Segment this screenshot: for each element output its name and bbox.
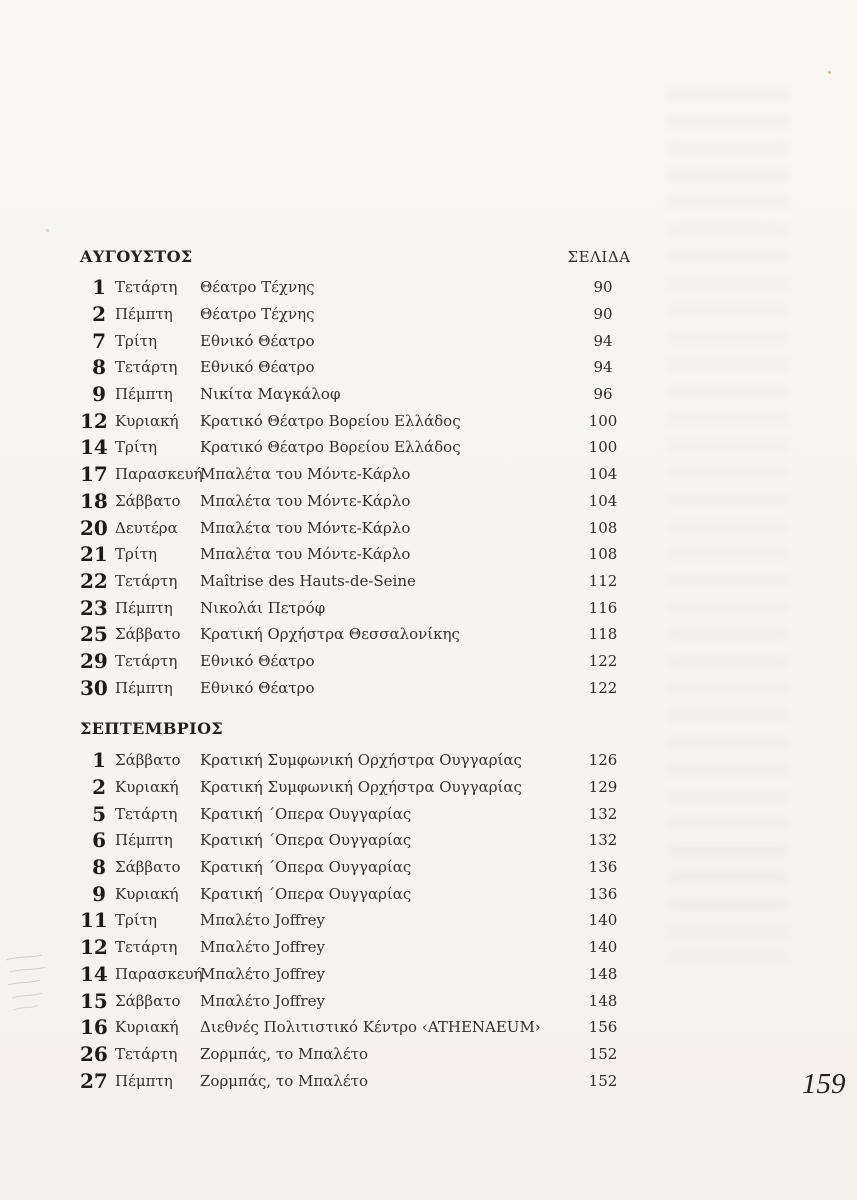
page-number: 112	[588, 571, 618, 590]
table-row	[80, 488, 631, 515]
table-row	[80, 907, 631, 934]
day-name: Πέμπτη	[115, 1071, 173, 1090]
folio-page-number: 159	[802, 1068, 846, 1100]
date-number: 23	[80, 595, 108, 620]
event-name: Κρατική Ορχήστρα Θεσσαλονίκης	[200, 625, 460, 644]
day-name: Τετάρτη	[115, 1044, 178, 1063]
date-number: 12	[80, 408, 108, 433]
event-name: Νικίτα Μαγκάλοφ	[200, 385, 341, 404]
event-name: Κρατική ΄Οπερα Ουγγαρίας	[200, 858, 412, 877]
date-number: 14	[80, 961, 108, 986]
table-row	[80, 827, 631, 854]
date-number: 8	[92, 355, 106, 380]
page-column-header: ΣΕΛΙΔΑ	[567, 248, 631, 266]
table-row	[80, 880, 631, 907]
event-name: Κρατική Συμφωνική Ορχήστρα Ουγγαρίας	[200, 751, 522, 770]
day-name: Τετάρτη	[115, 651, 178, 670]
event-name: Εθνικό Θέατρο	[200, 678, 315, 697]
date-number: 25	[80, 622, 108, 647]
section-header-september	[80, 719, 631, 738]
day-name: Πέμπτη	[115, 385, 173, 404]
date-number: 14	[80, 435, 108, 460]
date-number: 26	[80, 1041, 108, 1066]
table-row	[80, 514, 631, 541]
dust-speck	[828, 71, 831, 74]
day-name: Τετάρτη	[115, 358, 178, 377]
page-number: 129	[588, 778, 618, 797]
day-name: Παρασκευή	[115, 465, 203, 484]
day-name: Παρασκευή	[115, 964, 203, 983]
page-number: 152	[588, 1071, 618, 1090]
table-row	[80, 648, 631, 675]
event-name: Μπαλέτα του Μόντε-Κάρλο	[200, 465, 411, 484]
event-name: Νικολάι Πετρόφ	[200, 598, 326, 617]
date-number: 22	[80, 568, 108, 593]
table-row	[80, 568, 631, 595]
date-number: 8	[92, 855, 106, 880]
event-name: Μπαλέτα του Μόντε-Κάρλο	[200, 518, 411, 537]
bleed-through-ghosting	[668, 90, 788, 960]
day-name: Πέμπτη	[115, 678, 173, 697]
event-name: Διεθνές Πολιτιστικό Κέντρο ‹ATHENAEUM›	[200, 1018, 541, 1037]
table-row	[80, 854, 631, 881]
page-number: 90	[593, 305, 613, 324]
page-number: 116	[588, 598, 618, 617]
day-name: Τρίτη	[115, 911, 157, 930]
day-name: Κυριακή	[115, 1018, 179, 1037]
event-name: Μπαλέτο Joffrey	[200, 964, 325, 983]
page-number: 108	[588, 545, 618, 564]
date-number: 5	[92, 801, 106, 826]
month-title: ΣΕΠΤΕΜΒΡΙΟΣ	[80, 719, 224, 738]
day-name: Τρίτη	[115, 545, 157, 564]
day-name: Τρίτη	[115, 331, 157, 350]
day-name: Κυριακή	[115, 411, 179, 430]
dust-speck	[46, 229, 49, 232]
table-row	[80, 747, 631, 774]
event-name: Θέατρο Τέχνης	[200, 278, 315, 297]
day-name: Τετάρτη	[115, 571, 178, 590]
event-name: Κρατική Συμφωνική Ορχήστρα Ουγγαρίας	[200, 778, 522, 797]
event-name: Κρατική ΄Οπερα Ουγγαρίας	[200, 804, 412, 823]
table-row	[80, 461, 631, 488]
day-name: Κυριακή	[115, 778, 179, 797]
page-number: 136	[588, 858, 618, 877]
page-number: 90	[593, 278, 613, 297]
date-number: 29	[80, 648, 108, 673]
page-number: 100	[588, 411, 618, 430]
event-name: Κρατικό Θέατρο Βορείου Ελλάδος	[200, 438, 461, 457]
event-name: Κρατική ΄Οπερα Ουγγαρίας	[200, 884, 412, 903]
day-name: Σάββατο	[115, 858, 181, 877]
date-number: 21	[80, 542, 108, 567]
date-number: 2	[92, 302, 106, 327]
date-number: 7	[92, 328, 106, 353]
table-row	[80, 961, 631, 988]
section-header-august	[80, 247, 631, 266]
page-number: 122	[588, 651, 618, 670]
event-name: Μπαλέτο Joffrey	[200, 911, 325, 930]
event-name: Μπαλέτα του Μόντε-Κάρλο	[200, 545, 411, 564]
page-number: 152	[588, 1044, 618, 1063]
day-name: Σάββατο	[115, 991, 181, 1010]
table-row	[80, 774, 631, 801]
event-name: Κρατικό Θέατρο Βορείου Ελλάδος	[200, 411, 461, 430]
event-name: Μπαλέτο Joffrey	[200, 938, 325, 957]
day-name: Σάββατο	[115, 625, 181, 644]
date-number: 12	[80, 935, 108, 960]
date-number: 6	[92, 828, 106, 853]
date-number: 30	[80, 675, 108, 700]
event-name: Θέατρο Τέχνης	[200, 305, 315, 324]
date-number: 18	[80, 488, 108, 513]
date-number: 1	[92, 275, 106, 300]
august-rows	[80, 274, 631, 701]
event-name: Εθνικό Θέατρο	[200, 651, 315, 670]
date-number: 27	[80, 1068, 108, 1093]
page-number: 140	[588, 911, 618, 930]
page-number: 118	[588, 625, 618, 644]
date-number: 11	[80, 908, 108, 933]
table-row	[80, 434, 631, 461]
event-name: Ζορμπάς, το Μπαλέτο	[200, 1044, 368, 1063]
table-row	[80, 1041, 631, 1068]
table-row	[80, 987, 631, 1014]
page-number: 132	[588, 831, 618, 850]
page-number: 104	[588, 465, 618, 484]
date-number: 2	[92, 775, 106, 800]
date-number: 17	[80, 462, 108, 487]
page-number: 132	[588, 804, 618, 823]
page-number: 104	[588, 491, 618, 510]
page-number: 108	[588, 518, 618, 537]
table-row	[80, 407, 631, 434]
day-name: Πέμπτη	[115, 831, 173, 850]
table-row	[80, 301, 631, 328]
page-number: 96	[593, 385, 613, 404]
page-number: 148	[588, 964, 618, 983]
page-number: 126	[588, 751, 618, 770]
date-number: 16	[80, 1015, 108, 1040]
table-row	[80, 1014, 631, 1041]
page-number: 136	[588, 884, 618, 903]
day-name: Κυριακή	[115, 884, 179, 903]
day-name: Σάββατο	[115, 751, 181, 770]
table-row	[80, 934, 631, 961]
table-row	[80, 327, 631, 354]
day-name: Δευτέρα	[115, 518, 178, 537]
table-row	[80, 381, 631, 408]
page-number: 156	[588, 1018, 618, 1037]
day-name: Σάββατο	[115, 491, 181, 510]
event-name: Ζορμπάς, το Μπαλέτο	[200, 1071, 368, 1090]
table-row	[80, 800, 631, 827]
day-name: Τετάρτη	[115, 804, 178, 823]
page-number: 140	[588, 938, 618, 957]
page-number: 148	[588, 991, 618, 1010]
event-name: Μπαλέτο Joffrey	[200, 991, 325, 1010]
september-rows	[80, 747, 631, 1094]
table-row	[80, 541, 631, 568]
page-number: 94	[593, 331, 613, 350]
event-name: Εθνικό Θέατρο	[200, 331, 315, 350]
day-name: Τετάρτη	[115, 938, 178, 957]
table-row	[80, 674, 631, 701]
date-number: 9	[92, 881, 106, 906]
table-row	[80, 354, 631, 381]
table-row	[80, 274, 631, 301]
date-number: 20	[80, 515, 108, 540]
table-row	[80, 621, 631, 648]
day-name: Πέμπτη	[115, 598, 173, 617]
day-name: Πέμπτη	[115, 305, 173, 324]
page-number: 94	[593, 358, 613, 377]
event-name: Μπαλέτα του Μόντε-Κάρλο	[200, 491, 411, 510]
month-title: ΑΥΓΟΥΣΤΟΣ	[80, 247, 193, 266]
table-row	[80, 1067, 631, 1094]
event-name: Κρατική ΄Οπερα Ουγγαρίας	[200, 831, 412, 850]
day-name: Τρίτη	[115, 438, 157, 457]
event-name: Εθνικό Θέατρο	[200, 358, 315, 377]
page-number: 122	[588, 678, 618, 697]
pencil-scribble	[2, 952, 54, 1022]
page-number: 100	[588, 438, 618, 457]
date-number: 9	[92, 382, 106, 407]
date-number: 1	[92, 748, 106, 773]
table-row	[80, 594, 631, 621]
date-number: 15	[80, 988, 108, 1013]
event-name: Maîtrise des Hauts-de-Seine	[200, 571, 416, 590]
day-name: Τετάρτη	[115, 278, 178, 297]
